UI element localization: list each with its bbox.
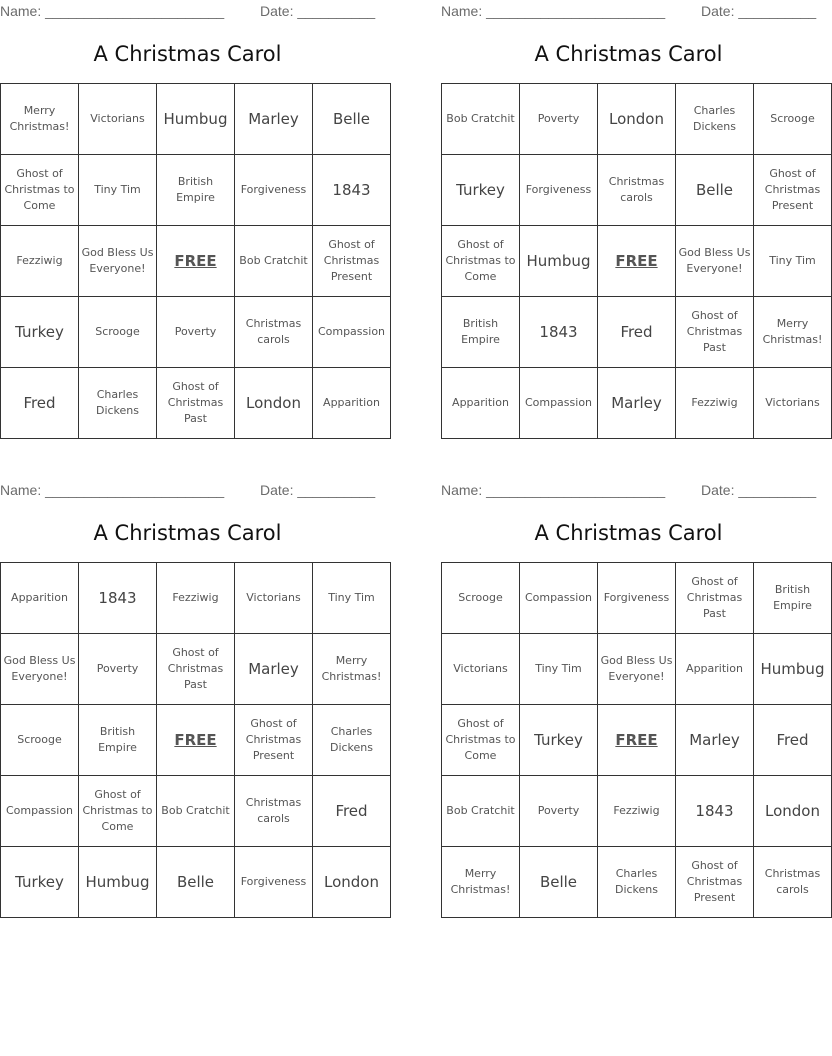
- bingo-cell: Merry Christmas!: [313, 634, 391, 705]
- name-line: Name: _______________________: [0, 482, 225, 498]
- date-line: Date: __________: [701, 482, 817, 498]
- bingo-cell: London: [235, 368, 313, 439]
- grid-row: [442, 563, 832, 634]
- bingo-cell: Poverty: [79, 634, 157, 705]
- bingo-cell: Tiny Tim: [313, 563, 391, 634]
- bingo-cell: London: [754, 776, 832, 847]
- bingo-cell: Poverty: [157, 297, 235, 368]
- grid-row: [442, 368, 832, 439]
- bingo-cell: Ghost of Christmas Present: [313, 226, 391, 297]
- bingo-cell: Charles Dickens: [313, 705, 391, 776]
- bingo-cell: Belle: [157, 847, 235, 918]
- bingo-grid: [441, 562, 832, 918]
- date-line: Date: __________: [260, 3, 376, 19]
- bingo-cell: Christmas carols: [235, 297, 313, 368]
- bingo-cell: 1843: [676, 776, 754, 847]
- grid-row: [1, 226, 391, 297]
- bingo-cell: Humbug: [157, 84, 235, 155]
- bingo-cell: God Bless Us Everyone!: [598, 634, 676, 705]
- bingo-cell: Fezziwig: [157, 563, 235, 634]
- bingo-cell: Ghost of Christmas Present: [235, 705, 313, 776]
- bingo-cell: Poverty: [520, 776, 598, 847]
- bingo-cell: Christmas carols: [598, 155, 676, 226]
- bingo-cell: Scrooge: [1, 705, 79, 776]
- bingo-cell: Compassion: [520, 368, 598, 439]
- grid-row: [442, 776, 832, 847]
- bingo-cell: Merry Christmas!: [1, 84, 79, 155]
- bingo-cell: Charles Dickens: [79, 368, 157, 439]
- bingo-cell: Scrooge: [754, 84, 832, 155]
- grid-row: [1, 84, 391, 155]
- bingo-cell: Marley: [235, 634, 313, 705]
- bingo-cell: Ghost of Christmas to Come: [79, 776, 157, 847]
- date-line: Date: __________: [701, 3, 817, 19]
- card-header: [0, 479, 375, 501]
- bingo-card: [441, 479, 825, 904]
- bingo-cell: Merry Christmas!: [442, 847, 520, 918]
- bingo-cell: Merry Christmas!: [754, 297, 832, 368]
- card-header: [441, 0, 816, 22]
- grid-row: [442, 226, 832, 297]
- bingo-cell: Ghost of Christmas Past: [676, 563, 754, 634]
- bingo-cell: Turkey: [1, 847, 79, 918]
- bingo-cell: Apparition: [676, 634, 754, 705]
- bingo-cell: God Bless Us Everyone!: [1, 634, 79, 705]
- card-title: A Christmas Carol: [93, 521, 282, 545]
- bingo-cell: Bob Cratchit: [442, 84, 520, 155]
- bingo-cell: Bob Cratchit: [157, 776, 235, 847]
- bingo-cell: Christmas carols: [754, 847, 832, 918]
- bingo-cell: Belle: [676, 155, 754, 226]
- bingo-cell: 1843: [313, 155, 391, 226]
- free-space: FREE: [598, 226, 676, 297]
- bingo-cell: Fred: [754, 705, 832, 776]
- bingo-cell: Fred: [598, 297, 676, 368]
- bingo-cell: Ghost of Christmas to Come: [442, 705, 520, 776]
- grid-row: [1, 776, 391, 847]
- grid-row: [1, 705, 391, 776]
- bingo-cell: Turkey: [1, 297, 79, 368]
- grid-row: [442, 297, 832, 368]
- bingo-cell: Scrooge: [79, 297, 157, 368]
- bingo-cell: Forgiveness: [520, 155, 598, 226]
- bingo-card: [441, 0, 823, 412]
- bingo-cell: Marley: [235, 84, 313, 155]
- bingo-cell: Scrooge: [442, 563, 520, 634]
- bingo-cell: Turkey: [442, 155, 520, 226]
- bingo-cell: God Bless Us Everyone!: [676, 226, 754, 297]
- bingo-cell: Humbug: [754, 634, 832, 705]
- bingo-cell: Charles Dickens: [598, 847, 676, 918]
- bingo-cell: Ghost of Christmas Present: [754, 155, 832, 226]
- bingo-cell: British Empire: [442, 297, 520, 368]
- grid-row: [1, 297, 391, 368]
- bingo-cell: Fred: [1, 368, 79, 439]
- card-title: A Christmas Carol: [534, 521, 723, 545]
- bingo-cell: Forgiveness: [235, 847, 313, 918]
- bingo-cell: Compassion: [313, 297, 391, 368]
- bingo-cell: Forgiveness: [598, 563, 676, 634]
- grid-row: [442, 155, 832, 226]
- bingo-cell: Fred: [313, 776, 391, 847]
- card-header: [0, 0, 375, 22]
- free-space: FREE: [157, 705, 235, 776]
- bingo-cell: British Empire: [157, 155, 235, 226]
- bingo-cell: Bob Cratchit: [235, 226, 313, 297]
- bingo-cell: Ghost of Christmas Present: [676, 847, 754, 918]
- bingo-cell: Ghost of Christmas to Come: [1, 155, 79, 226]
- bingo-cell: Compassion: [1, 776, 79, 847]
- grid-row: [1, 155, 391, 226]
- bingo-cell: Forgiveness: [235, 155, 313, 226]
- bingo-cell: Victorians: [754, 368, 832, 439]
- bingo-cell: Victorians: [235, 563, 313, 634]
- grid-row: [1, 368, 391, 439]
- bingo-cell: Victorians: [442, 634, 520, 705]
- bingo-cell: Belle: [313, 84, 391, 155]
- bingo-card: [0, 479, 382, 891]
- bingo-cell: Fezziwig: [1, 226, 79, 297]
- bingo-cell: Tiny Tim: [79, 155, 157, 226]
- date-line: Date: __________: [260, 482, 376, 498]
- bingo-cell: Marley: [598, 368, 676, 439]
- bingo-cell: Turkey: [520, 705, 598, 776]
- bingo-grid: [0, 562, 391, 918]
- bingo-cell: Humbug: [520, 226, 598, 297]
- bingo-cell: Ghost of Christmas Past: [676, 297, 754, 368]
- bingo-cell: Apparition: [1, 563, 79, 634]
- bingo-cell: Christmas carols: [235, 776, 313, 847]
- bingo-cell: Poverty: [520, 84, 598, 155]
- name-line: Name: _______________________: [441, 482, 666, 498]
- bingo-cell: Tiny Tim: [754, 226, 832, 297]
- name-line: Name: _______________________: [441, 3, 666, 19]
- bingo-cell: God Bless Us Everyone!: [79, 226, 157, 297]
- bingo-card: [0, 0, 386, 425]
- bingo-cell: Marley: [676, 705, 754, 776]
- bingo-cell: Apparition: [313, 368, 391, 439]
- bingo-cell: Ghost of Christmas Past: [157, 368, 235, 439]
- name-line: Name: _______________________: [0, 3, 225, 19]
- bingo-cell: Victorians: [79, 84, 157, 155]
- grid-row: [1, 563, 391, 634]
- card-title: A Christmas Carol: [534, 42, 723, 66]
- grid-row: [1, 847, 391, 918]
- grid-row: [442, 84, 832, 155]
- bingo-cell: London: [598, 84, 676, 155]
- bingo-cell: Humbug: [79, 847, 157, 918]
- grid-row: [442, 847, 832, 918]
- bingo-grid: [441, 83, 832, 439]
- bingo-cell: Apparition: [442, 368, 520, 439]
- bingo-cell: British Empire: [754, 563, 832, 634]
- bingo-cell: 1843: [520, 297, 598, 368]
- bingo-cell: Bob Cratchit: [442, 776, 520, 847]
- bingo-cell: British Empire: [79, 705, 157, 776]
- bingo-cell: Belle: [520, 847, 598, 918]
- grid-row: [442, 705, 832, 776]
- bingo-cell: Ghost of Christmas Past: [157, 634, 235, 705]
- free-space: FREE: [157, 226, 235, 297]
- bingo-cell: Compassion: [520, 563, 598, 634]
- bingo-grid: [0, 83, 391, 439]
- bingo-cell: Ghost of Christmas to Come: [442, 226, 520, 297]
- grid-row: [442, 634, 832, 705]
- card-title: A Christmas Carol: [93, 42, 282, 66]
- card-header: [441, 479, 816, 501]
- bingo-cell: Charles Dickens: [676, 84, 754, 155]
- free-space: FREE: [598, 705, 676, 776]
- bingo-cell: Fezziwig: [598, 776, 676, 847]
- bingo-cell: Tiny Tim: [520, 634, 598, 705]
- bingo-cell: Fezziwig: [676, 368, 754, 439]
- bingo-cell: London: [313, 847, 391, 918]
- bingo-cell: 1843: [79, 563, 157, 634]
- grid-row: [1, 634, 391, 705]
